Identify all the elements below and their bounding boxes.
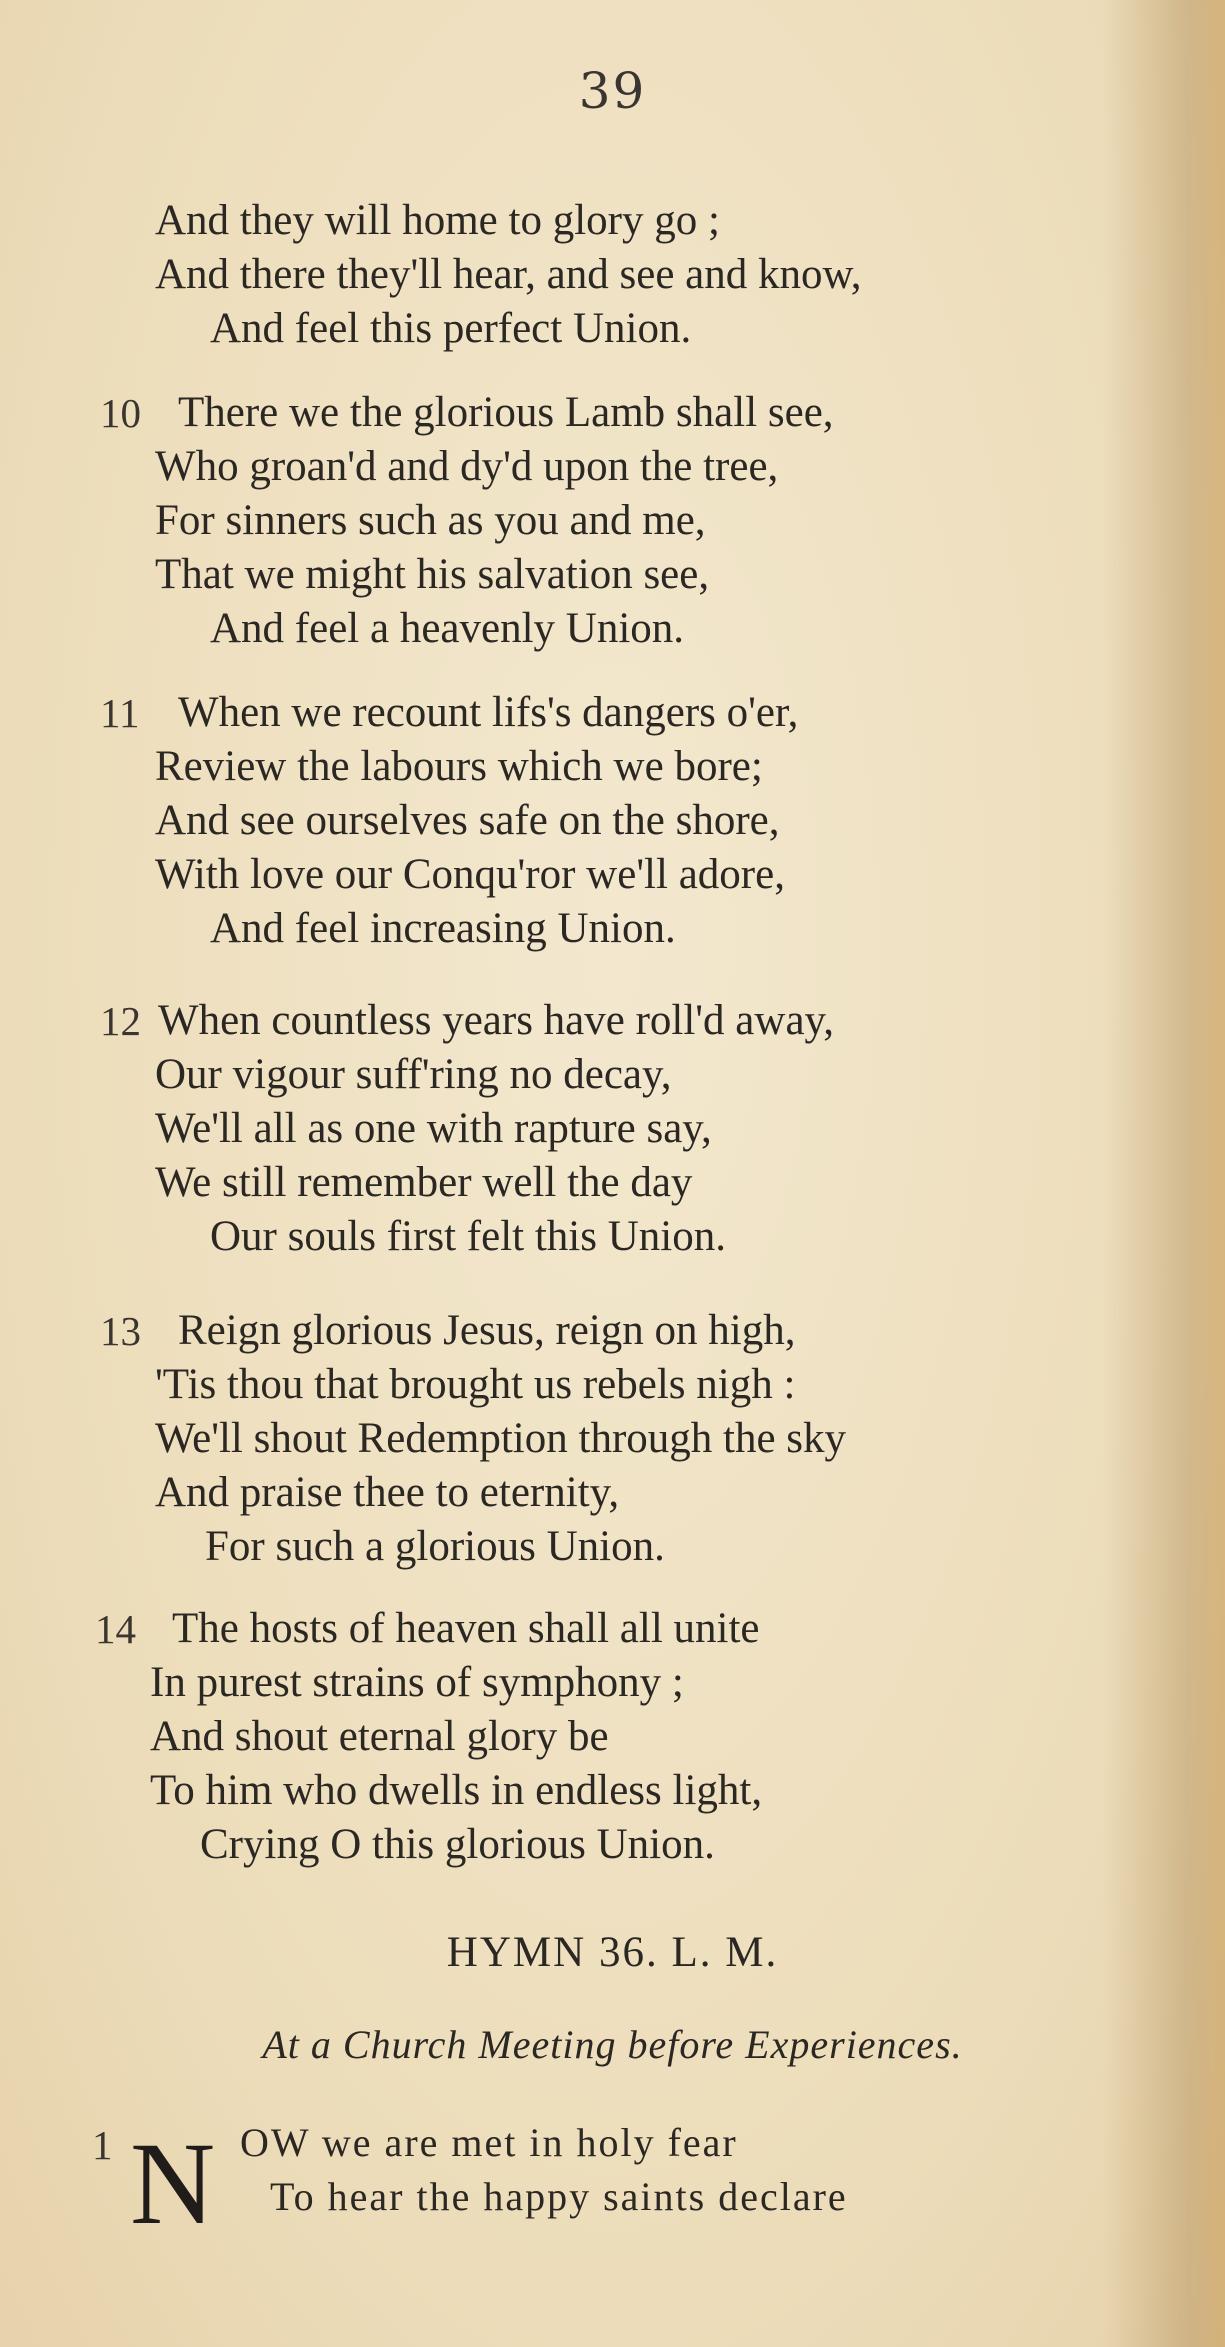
verse-line: Review the labours which we bore; <box>155 743 763 790</box>
verse-line: We still remember well the day <box>155 1159 693 1206</box>
verse-line: And feel increasing Union. <box>210 905 676 952</box>
page-number: 39 <box>578 62 647 120</box>
verse-number: 13 <box>100 1308 141 1354</box>
verse-line: When countless years have roll'd away, <box>158 997 834 1044</box>
verse-number: 12 <box>100 998 141 1044</box>
verse-line: Who groan'd and dy'd upon the tree, <box>155 443 779 490</box>
verse-line: Reign glorious Jesus, reign on high, <box>178 1307 796 1354</box>
verse-line: Our souls first felt this Union. <box>210 1213 726 1260</box>
continuation-line: And they will home to glory go ; <box>155 197 720 244</box>
verse-number: 11 <box>100 690 140 736</box>
verse-line: And praise thee to eternity, <box>155 1469 620 1516</box>
verse-number: 10 <box>100 390 141 436</box>
verse-line: 'Tis thou that brought us rebels nigh : <box>155 1361 796 1408</box>
verse-line: And feel a heavenly Union. <box>210 605 685 652</box>
verse-line: To him who dwells in endless light, <box>150 1767 763 1814</box>
verse-number: 14 <box>95 1606 136 1652</box>
verse-line: For sinners such as you and me, <box>155 497 706 544</box>
hymn-first-line: OW we are met in holy fear <box>240 2120 738 2165</box>
verse-line: There we the glorious Lamb shall see, <box>178 389 834 436</box>
verse-line: The hosts of heaven shall all unite <box>172 1605 760 1652</box>
verse-line: We'll all as one with rapture say, <box>155 1105 712 1152</box>
verse-line: Our vigour suff'ring no decay, <box>155 1051 672 1098</box>
verse-line: We'll shout Redemption through the sky <box>155 1415 847 1462</box>
verse-line: That we might his salvation see, <box>155 551 710 598</box>
verse-line: And see ourselves safe on the shore, <box>155 797 780 844</box>
verse-line: Crying O this glorious Union. <box>200 1821 715 1868</box>
hymn-second-line: To hear the happy saints declare <box>270 2174 848 2219</box>
continuation-line: And there they'll hear, and see and know, <box>155 251 862 298</box>
verse-line: In purest strains of symphony ; <box>150 1659 684 1706</box>
verse-line: For such a glorious Union. <box>205 1523 665 1570</box>
drop-cap-letter: N <box>130 2118 216 2249</box>
verse-line: And shout eternal glory be <box>150 1713 609 1760</box>
continuation-line: And feel this perfect Union. <box>210 305 692 352</box>
verse-number: 1 <box>92 2122 113 2168</box>
verse-line: When we recount lifs's dangers o'er, <box>178 689 799 736</box>
hymn-subtitle: At a Church Meeting before Experiences. <box>262 2022 963 2067</box>
hymn-title: HYMN 36. L. M. <box>446 1929 779 1976</box>
verse-line: With love our Conqu'ror we'll adore, <box>155 851 785 898</box>
